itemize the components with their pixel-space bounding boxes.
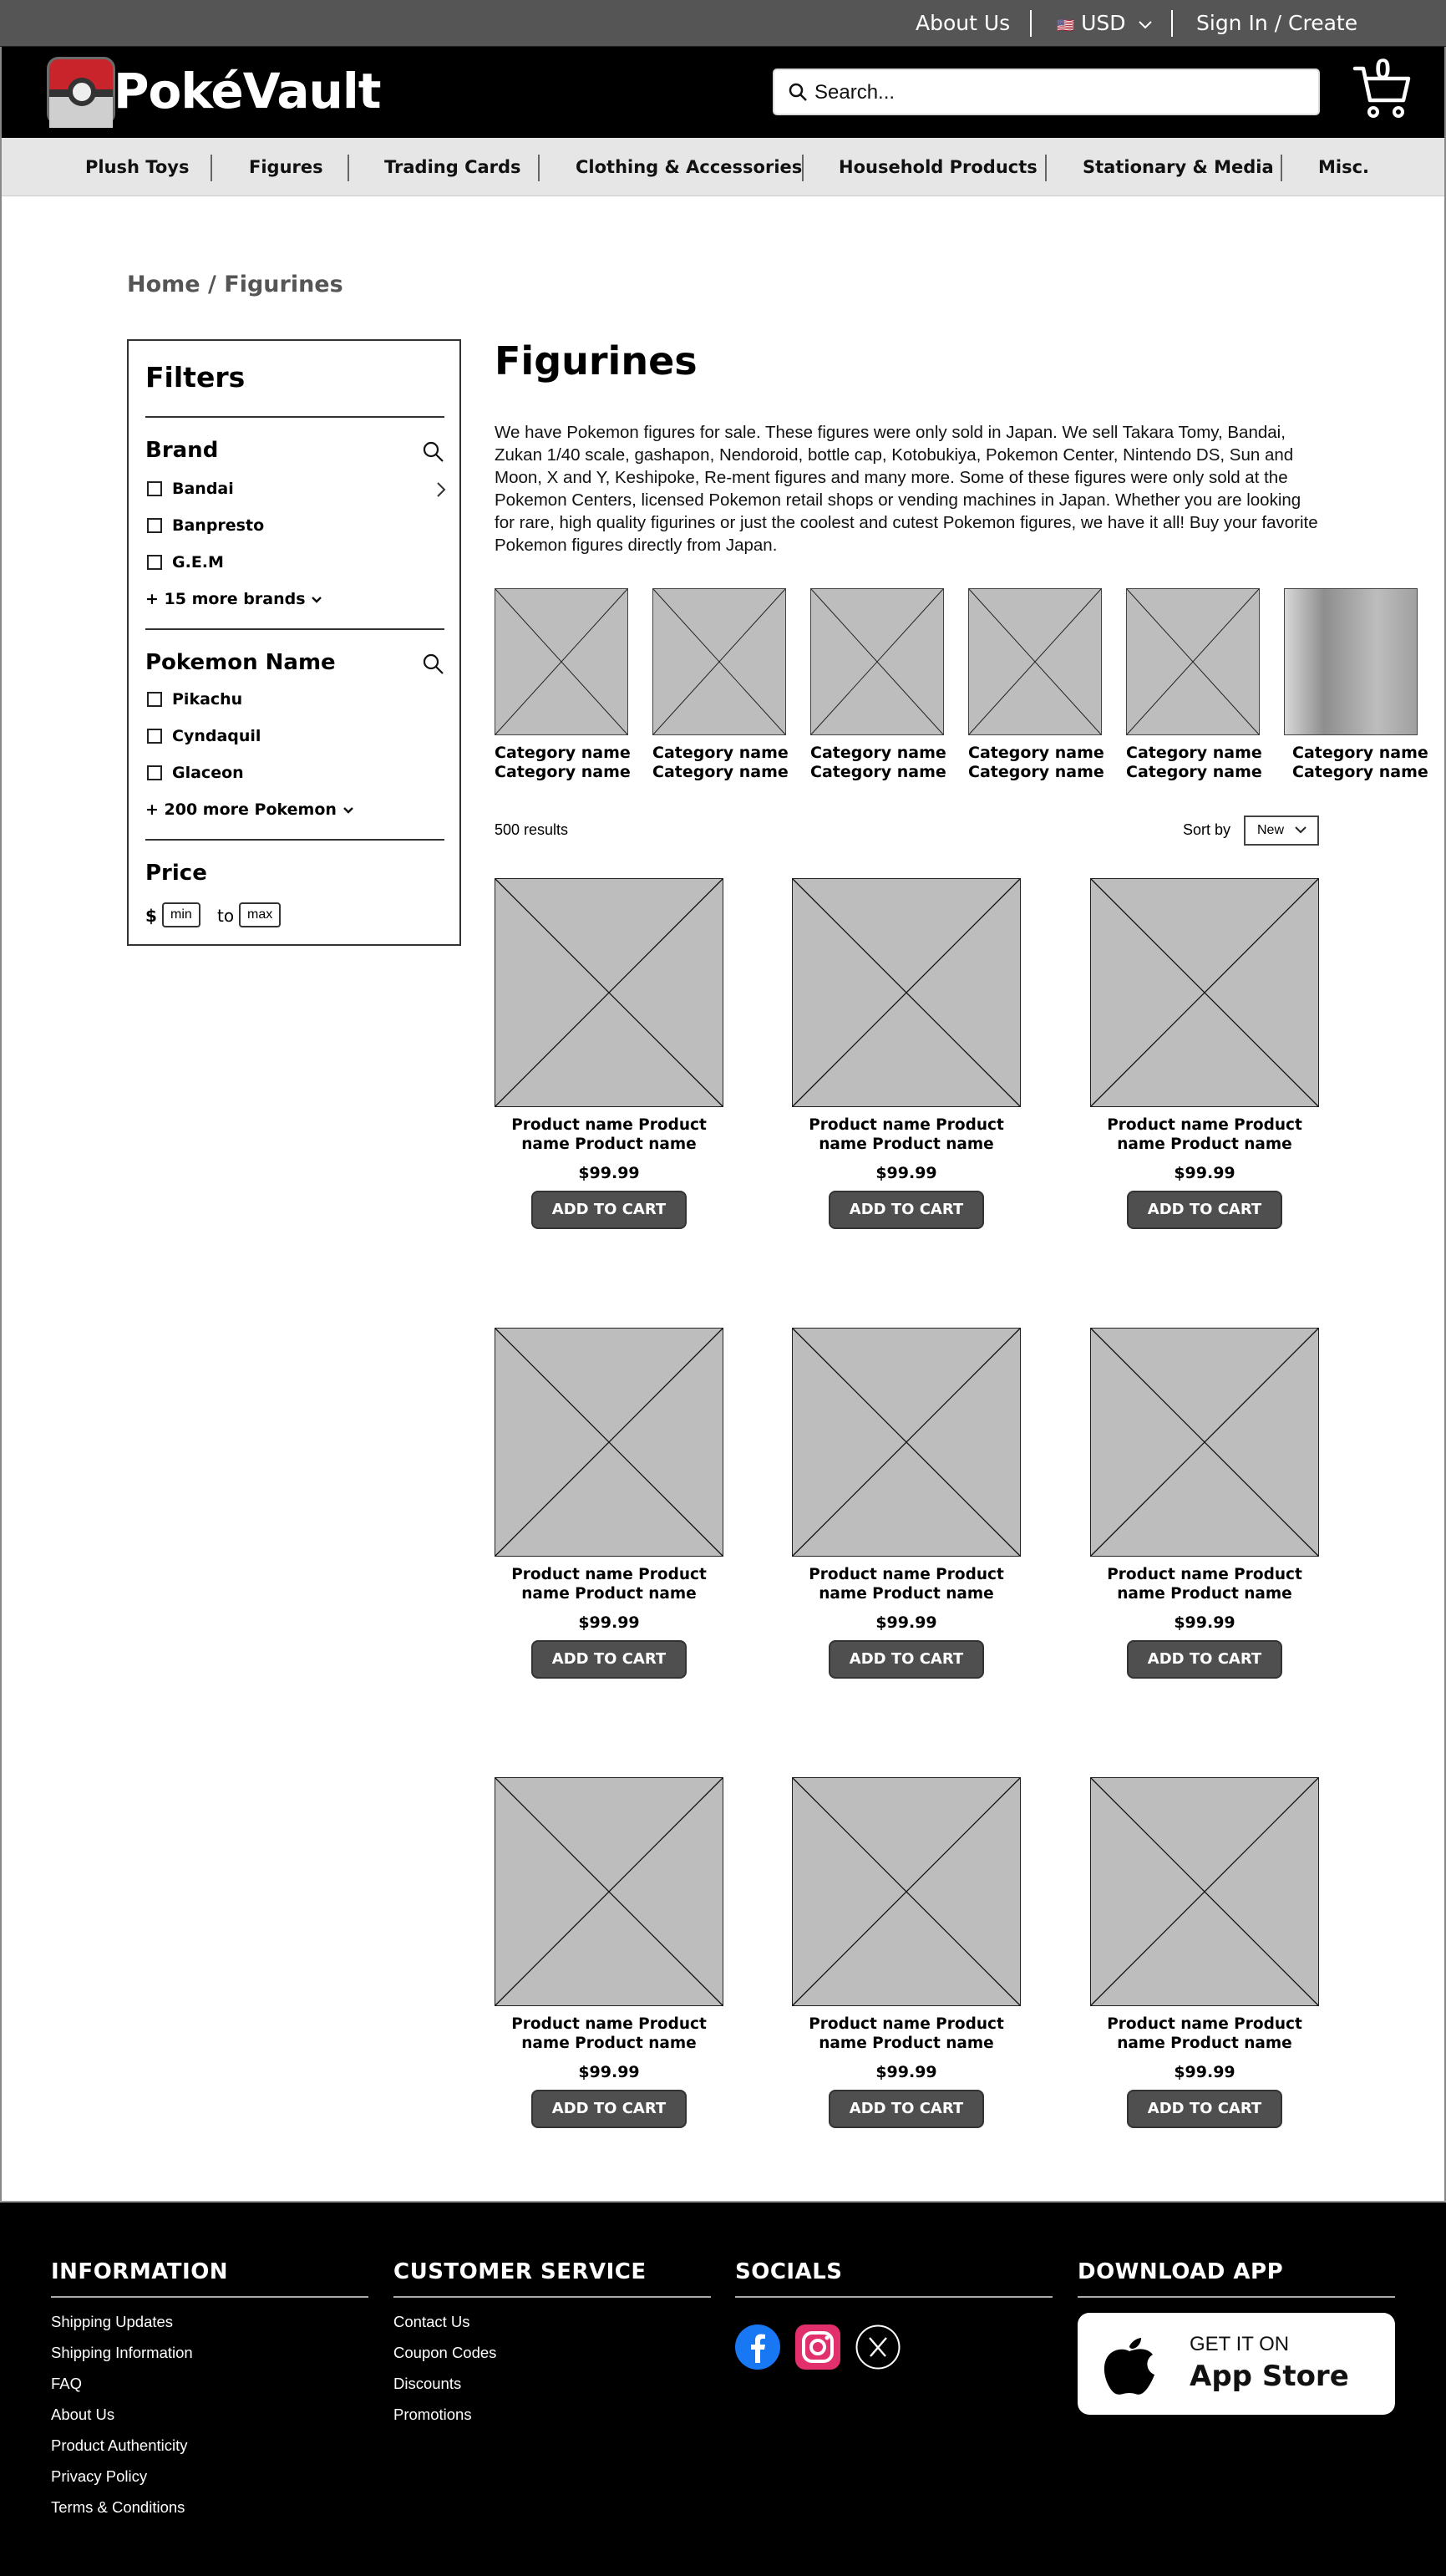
nav-item-plush-toys[interactable]: Plush Toys — [85, 157, 190, 177]
product-card — [792, 1328, 1021, 1679]
add-to-cart-button[interactable]: ADD TO CART — [531, 1191, 687, 1229]
nav-divider — [1281, 155, 1282, 181]
footer-socials — [735, 2259, 1053, 2365]
footer-heading: SOCIALS — [735, 2259, 843, 2284]
nav-item-trading-cards[interactable]: Trading Cards — [384, 157, 521, 177]
product-price: $99.99 — [1174, 2063, 1235, 2081]
add-to-cart-button[interactable]: ADD TO CART — [1127, 1640, 1282, 1679]
search-bar[interactable] — [773, 69, 1320, 115]
nav-divider — [211, 155, 212, 181]
product-card — [495, 878, 723, 1229]
product-image-placeholder[interactable] — [495, 1777, 723, 2006]
product-image-placeholder[interactable] — [792, 878, 1021, 1107]
footer-download — [1078, 2259, 1395, 2298]
product-name[interactable]: Product name Product name Product name — [809, 2015, 1004, 2052]
chevron-down-icon — [1294, 826, 1307, 835]
nav-item-misc[interactable]: Misc. — [1318, 157, 1370, 177]
footer-link[interactable]: Product Authenticity — [51, 2436, 188, 2454]
us-flag-icon: 🇺🇸 — [1057, 18, 1075, 34]
footer-divider — [51, 2296, 368, 2298]
price-heading: Price — [145, 861, 207, 886]
sort-select[interactable] — [1244, 815, 1319, 846]
nav-divider — [348, 155, 349, 181]
nav-item-figures[interactable]: Figures — [249, 157, 323, 177]
pokeball-logo-icon[interactable] — [47, 57, 115, 125]
divider — [145, 416, 444, 418]
product-price: $99.99 — [875, 2063, 937, 2081]
subcategory-label: Category name — [968, 744, 1104, 762]
footer-link[interactable]: Coupon Codes — [393, 2344, 497, 2361]
more-pokemon-label: + 200 more Pokemon — [145, 800, 337, 819]
brand-checkbox-bandai[interactable] — [147, 481, 162, 496]
footer-link[interactable]: Contact Us — [393, 2313, 470, 2330]
subcategory-label: Category name — [1126, 763, 1262, 781]
subcategory-tile[interactable] — [1284, 588, 1428, 782]
product-card — [1090, 1777, 1319, 2128]
sort-label: Sort by — [1183, 821, 1231, 838]
product-image-placeholder[interactable] — [495, 1328, 723, 1557]
placeholder-image-icon — [495, 588, 628, 735]
footer-link[interactable]: Terms & Conditions — [51, 2498, 185, 2516]
footer-customer-service — [393, 2259, 711, 2425]
pokemon-option-label: Cyndaquil — [172, 727, 261, 745]
divider — [145, 628, 444, 630]
product-name[interactable]: Product name Product name Product name — [511, 1566, 707, 1603]
price-max-input[interactable]: max — [239, 902, 281, 927]
product-name[interactable]: Product name Product name Product name — [511, 1116, 707, 1153]
app-store-small-label: GET IT ON — [1190, 2333, 1290, 2355]
subcategory-tile[interactable] — [652, 588, 789, 782]
pokemon-checkbox-cyndaquil[interactable] — [147, 729, 162, 744]
filters-panel — [127, 339, 461, 946]
product-name[interactable]: Product name Product name Product name — [1107, 1566, 1302, 1603]
instagram-icon[interactable] — [795, 2324, 840, 2370]
product-price: $99.99 — [578, 2063, 640, 2081]
subcategory-label: Category name — [1292, 744, 1428, 762]
product-image-placeholder[interactable] — [1090, 1328, 1319, 1557]
subcategory-tile[interactable] — [1126, 588, 1260, 782]
pokemon-option-label: Pikachu — [172, 690, 243, 709]
about-us-link[interactable]: About Us — [916, 11, 1011, 35]
utility-divider — [1171, 10, 1173, 37]
subcategory-label: Category name — [495, 763, 631, 781]
add-to-cart-button[interactable]: ADD TO CART — [1127, 1191, 1282, 1229]
nav-item-clothing[interactable]: Clothing & Accessories — [576, 157, 803, 177]
price-min-input[interactable]: min — [162, 902, 200, 927]
product-image-placeholder[interactable] — [792, 1328, 1021, 1557]
breadcrumb[interactable]: Home / Figurines — [127, 272, 343, 297]
search-input[interactable] — [814, 77, 1307, 109]
product-price: $99.99 — [1174, 1164, 1235, 1182]
subcategory-tile[interactable] — [495, 588, 631, 782]
product-name[interactable]: Product name Product name Product name — [1107, 2015, 1302, 2052]
x-icon[interactable] — [855, 2324, 901, 2370]
footer-link[interactable]: Shipping Updates — [51, 2313, 174, 2330]
app-store-button[interactable] — [1078, 2313, 1395, 2415]
product-card — [1090, 878, 1319, 1229]
page-title: Figurines — [495, 338, 698, 384]
subcategory-tile[interactable] — [968, 588, 1102, 782]
product-image-placeholder[interactable] — [792, 1777, 1021, 2006]
results-count: 500 results — [495, 821, 569, 838]
brand-checkbox-gem[interactable] — [147, 555, 162, 570]
footer-link[interactable]: Shipping Information — [51, 2344, 193, 2361]
category-description: We have Pokemon figures for sale. These figures were only sold in Japan. We sell Takara Tomy, Bandai, Zukan 1/40 scale, gashapon, Nendoroid, bottle cap, Kotobukiya, Pokemon Center, Nintendo DS, Sun and Moon, X and Y, Keshipoke, Re-ment figures and many more. Some of these figures were only sold at the Pokemon Centers, licensed Pokemon retail shops or vending machines in Japan. Whether you are looking for rare, high quality figurines or just the coolest and cutest Pokemon figures, we have it all! Buy your favorite Pokemon figures directly from Japan. — [495, 423, 1318, 555]
brand-option-label: G.E.M — [172, 553, 224, 572]
cart-button[interactable] — [1352, 53, 1412, 122]
search-icon — [788, 82, 808, 102]
placeholder-image-icon — [968, 588, 1102, 735]
product-card — [792, 1777, 1021, 2128]
brand-heading: Brand — [145, 438, 219, 463]
nav-divider — [802, 155, 804, 181]
utility-divider — [1030, 10, 1032, 37]
product-name[interactable]: Product name Product name Product name — [511, 2015, 707, 2052]
search-icon[interactable] — [421, 439, 444, 463]
cart-count: 0 — [1375, 53, 1391, 85]
add-to-cart-button[interactable]: ADD TO CART — [829, 1191, 984, 1229]
nav-item-stationary[interactable]: Stationary & Media — [1083, 157, 1274, 177]
apple-icon — [1099, 2328, 1159, 2398]
chevron-down-icon — [311, 596, 322, 604]
nav-divider — [1045, 155, 1047, 181]
chevron-down-icon — [1138, 20, 1153, 30]
footer-divider — [1078, 2296, 1395, 2298]
product-card — [1090, 1328, 1319, 1679]
footer-link[interactable]: Discounts — [393, 2375, 462, 2392]
subcategory-label: Category name — [1292, 763, 1428, 781]
footer-link[interactable]: Privacy Policy — [51, 2467, 148, 2485]
pokemon-option-label: Glaceon — [172, 764, 244, 782]
product-card — [792, 878, 1021, 1229]
footer-link[interactable]: About Us — [51, 2406, 115, 2423]
product-image-placeholder[interactable] — [1090, 878, 1319, 1107]
subcategory-tile[interactable] — [810, 588, 944, 782]
more-brands-label: + 15 more brands — [145, 590, 306, 608]
placeholder-image-icon — [1284, 588, 1418, 735]
price-to-label: to — [217, 906, 235, 926]
nav-divider — [538, 155, 540, 181]
brand-option-label: Banpresto — [172, 516, 265, 535]
currency-selector[interactable] — [1057, 0, 1153, 47]
placeholder-image-icon — [652, 588, 786, 735]
subcategory-label: Category name — [495, 744, 631, 762]
footer-link[interactable]: Promotions — [393, 2406, 472, 2423]
sort-value: New — [1257, 823, 1285, 837]
add-to-cart-button[interactable]: ADD TO CART — [531, 2090, 687, 2128]
currency-symbol: $ — [145, 906, 157, 926]
footer-heading: CUSTOMER SERVICE — [393, 2259, 647, 2284]
footer-heading: INFORMATION — [51, 2259, 229, 2284]
product-price: $99.99 — [875, 1613, 937, 1632]
footer-divider — [393, 2296, 711, 2298]
placeholder-image-icon — [810, 588, 944, 735]
nav-item-household[interactable]: Household Products — [839, 157, 1038, 177]
footer-heading: DOWNLOAD APP — [1078, 2259, 1284, 2284]
filters-title: Filters — [145, 361, 246, 394]
currency-label: USD — [1081, 11, 1126, 35]
product-price: $99.99 — [578, 1164, 640, 1182]
product-name[interactable]: Product name Product name Product name — [1107, 1116, 1302, 1153]
product-card — [495, 1328, 723, 1679]
add-to-cart-button[interactable]: ADD TO CART — [829, 1640, 984, 1679]
main-header — [0, 47, 1446, 138]
add-to-cart-button[interactable]: ADD TO CART — [1127, 2090, 1282, 2128]
subcategory-label: Category name — [652, 744, 789, 762]
add-to-cart-button[interactable]: ADD TO CART — [829, 2090, 984, 2128]
footer-divider — [735, 2296, 1053, 2298]
subcategory-label: Category name — [810, 744, 946, 762]
divider — [145, 839, 444, 841]
brand-checkbox-banpresto[interactable] — [147, 518, 162, 533]
brand-option-label: Bandai — [172, 480, 234, 498]
add-to-cart-button[interactable]: ADD TO CART — [531, 1640, 687, 1679]
product-name[interactable]: Product name Product name Product name — [809, 1116, 1004, 1153]
category-nav — [0, 138, 1446, 196]
chevron-right-icon — [436, 481, 446, 498]
page-border — [0, 47, 2, 2203]
utility-bar — [0, 0, 1446, 47]
pokemon-name-heading: Pokemon Name — [145, 650, 336, 675]
footer-information — [51, 2259, 368, 2518]
more-brands-link[interactable] — [145, 590, 322, 608]
app-store-label: App Store — [1190, 2360, 1349, 2393]
subcategory-label: Category name — [652, 763, 789, 781]
placeholder-image-icon — [1126, 588, 1260, 735]
sign-in-link[interactable]: Sign In / Create — [1196, 11, 1358, 35]
more-pokemon-link[interactable] — [145, 800, 354, 819]
subcategory-label: Category name — [968, 763, 1104, 781]
facebook-icon[interactable] — [735, 2324, 780, 2370]
pokemon-checkbox-pikachu[interactable] — [147, 692, 162, 707]
chevron-down-icon — [342, 806, 354, 815]
product-price: $99.99 — [578, 1613, 640, 1632]
site-logo-text[interactable]: PokéVault — [114, 63, 381, 119]
product-image-placeholder[interactable] — [495, 878, 723, 1107]
product-price: $99.99 — [1174, 1613, 1235, 1632]
search-icon[interactable] — [421, 652, 444, 675]
subcategory-label: Category name — [1126, 744, 1262, 762]
product-card — [495, 1777, 723, 2128]
product-name[interactable]: Product name Product name Product name — [809, 1566, 1004, 1603]
footer-link[interactable]: FAQ — [51, 2375, 83, 2392]
product-image-placeholder[interactable] — [1090, 1777, 1319, 2006]
subcategory-carousel — [495, 588, 1428, 789]
subcategory-label: Category name — [810, 763, 946, 781]
product-price: $99.99 — [875, 1164, 937, 1182]
pokemon-checkbox-glaceon[interactable] — [147, 765, 162, 780]
